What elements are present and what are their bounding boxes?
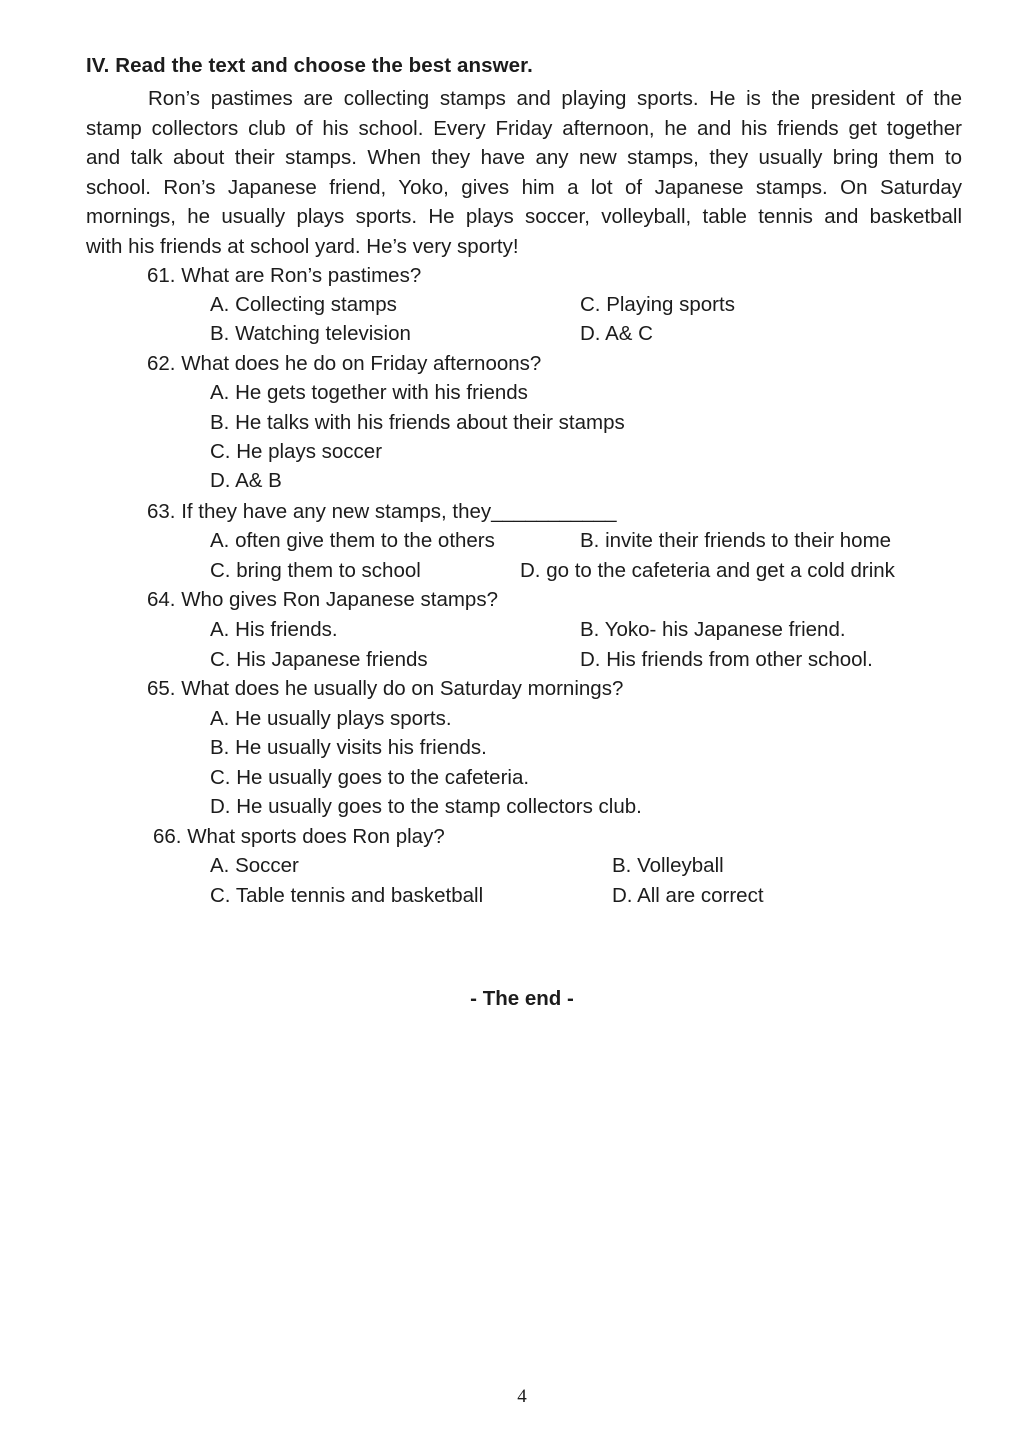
question-62-stem: 62. What does he do on Friday afternoons? xyxy=(147,352,542,375)
question-63-option-d: D. go to the cafeteria and get a cold drink xyxy=(520,559,895,582)
question-61-option-d: D. A& C xyxy=(580,322,653,345)
question-66-option-b: B. Volleyball xyxy=(612,854,724,877)
section-heading: IV. Read the text and choose the best answer. xyxy=(86,54,533,77)
question-66-option-d: D. All are correct xyxy=(612,884,764,907)
question-61-option-b: B. Watching television xyxy=(210,322,411,345)
reading-passage xyxy=(86,84,962,261)
passage-line: school. Ron’s Japanese friend, Yoko, gives him a lot of Japanese stamps. On Saturday xyxy=(86,175,962,199)
question-62-option-c: C. He plays soccer xyxy=(210,440,383,463)
question-62-option-a: A. He gets together with his friends xyxy=(210,381,528,404)
question-61-option-a: A. Collecting stamps xyxy=(210,293,397,316)
question-62-option-d: D. A& B xyxy=(210,469,282,492)
question-65-stem: 65. What does he usually do on Saturday mornings? xyxy=(147,677,624,700)
question-64-option-b: B. Yoko- his Japanese friend. xyxy=(580,618,846,641)
question-63-stem: 63. If they have any new stamps, they___________ xyxy=(147,500,617,523)
passage-line: with his friends at school yard. He’s very sporty! xyxy=(86,234,519,258)
question-64-option-d: D. His friends from other school. xyxy=(580,648,873,671)
question-64-option-c: C. His Japanese friends xyxy=(210,648,428,671)
question-66-option-c: C. Table tennis and basketball xyxy=(210,884,484,907)
question-64-option-a: A. His friends. xyxy=(210,618,338,641)
question-66-stem: 66. What sports does Ron play? xyxy=(153,825,445,848)
question-61-option-c: C. Playing sports xyxy=(580,293,735,316)
question-61-stem: 61. What are Ron’s pastimes? xyxy=(147,264,422,287)
question-65-option-c: C. He usually goes to the cafeteria. xyxy=(210,766,530,789)
passage-line: Ron’s pastimes are collecting stamps and playing sports. He is the president of the xyxy=(148,87,962,110)
page-number: 4 xyxy=(517,1386,527,1407)
question-63-option-a: A. often give them to the others xyxy=(210,529,495,552)
question-66-option-a: A. Soccer xyxy=(210,854,299,877)
question-63-option-c: C. bring them to school xyxy=(210,559,421,582)
passage-line: mornings, he usually plays sports. He plays soccer, volleyball, table tennis and basketball xyxy=(86,205,962,228)
question-62-option-b: B. He talks with his friends about their stamps xyxy=(210,411,625,434)
question-63-option-b: B. invite their friends to their home xyxy=(580,529,892,552)
question-64-stem: 64. Who gives Ron Japanese stamps? xyxy=(147,588,498,611)
passage-line: and talk about their stamps. When they have any new stamps, they usually bring them to xyxy=(86,146,962,169)
end-marker: - The end - xyxy=(470,987,574,1010)
question-65-option-b: B. He usually visits his friends. xyxy=(210,736,487,759)
question-65-option-d: D. He usually goes to the stamp collectors club. xyxy=(210,795,642,818)
passage-line: stamp collectors club of his school. Every Friday afternoon, he and his friends get together xyxy=(86,116,962,140)
question-65-option-a: A. He usually plays sports. xyxy=(210,707,452,730)
